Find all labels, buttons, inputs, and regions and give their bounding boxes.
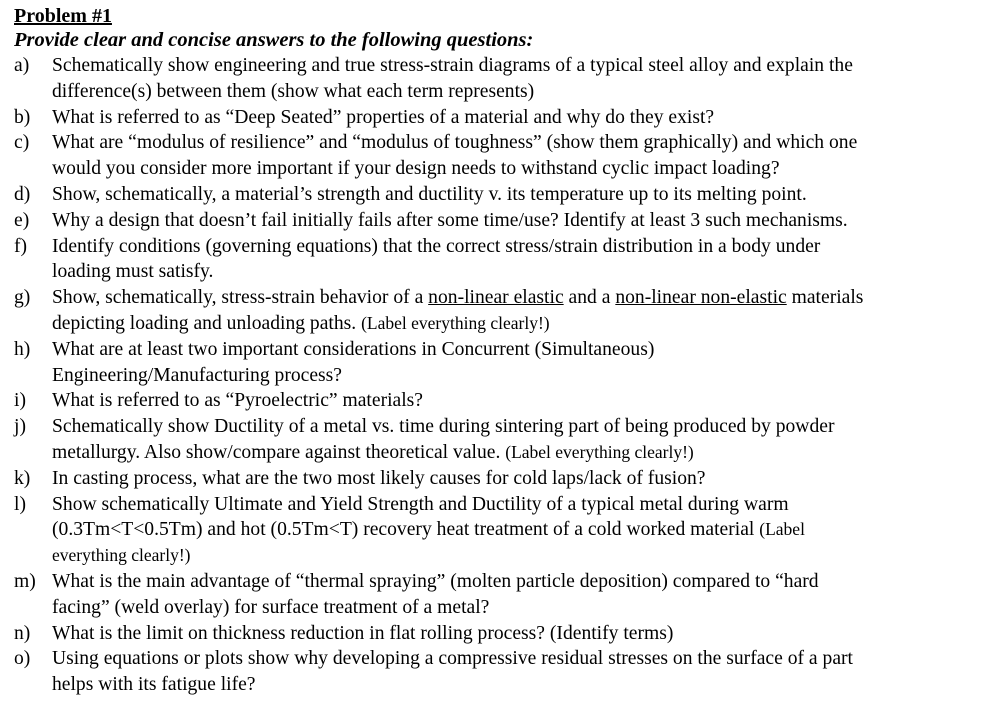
question-g <box>14 285 976 337</box>
question-text: Show, schematically, stress-strain behavior of a <box>52 287 429 309</box>
label-note: everything clearly!) <box>52 545 191 566</box>
question-label: e) <box>14 209 30 231</box>
question-text-line: What is the main advantage of “thermal spraying” (molten particle deposition) compared to “hard <box>52 570 819 592</box>
question-c <box>14 130 976 182</box>
question-text: metallurgy. Also show/compare against theoretical value. <box>52 441 506 463</box>
question-text-line: Why a design that doesn’t fail initially fails after some time/use? Identify at least 3 such mechanisms. <box>52 209 848 231</box>
question-text-line: Schematically show Ductility of a metal vs. time during sintering part of being produced by powder <box>52 416 835 438</box>
question-text-line: Using equations or plots show why developing a compressive residual stresses on the surface of a part <box>52 648 853 670</box>
question-k <box>14 466 976 492</box>
question-label: b) <box>14 106 31 128</box>
question-label: c) <box>14 132 30 154</box>
problem-title: Problem #1 <box>14 5 112 27</box>
question-text: (0.3Tm<T<0.5Tm) and hot (0.5Tm<T) recovery heat treatment of a cold worked material <box>52 519 760 541</box>
question-label: n) <box>14 622 31 644</box>
question-b <box>14 105 976 131</box>
question-label: h) <box>14 338 31 360</box>
question-text-line: helps with its fatigue life? <box>52 674 256 696</box>
question-label: o) <box>14 648 31 670</box>
question-f <box>14 234 976 286</box>
question-text-line: Show schematically Ultimate and Yield Strength and Ductility of a typical metal during warm <box>52 493 789 515</box>
underlined-term: non-linear elastic <box>428 287 564 309</box>
question-label: l) <box>14 493 26 515</box>
question-l <box>14 492 976 569</box>
question-text-line: What is the limit on thickness reduction in flat rolling process? (Identify terms) <box>52 622 674 644</box>
question-h <box>14 337 976 389</box>
question-text-line: facing” (weld overlay) for surface treatment of a metal? <box>52 596 490 618</box>
label-note: (Label everything clearly!) <box>505 441 694 462</box>
question-text: materials <box>786 287 864 309</box>
question-text-line: In casting process, what are the two most likely causes for cold laps/lack of fusion? <box>52 467 706 489</box>
question-text-line: Schematically show engineering and true stress-strain diagrams of a typical steel alloy and explain the <box>52 55 853 76</box>
question-text-line: What are at least two important considerations in Concurrent (Simultaneous) <box>52 338 655 360</box>
question-label: j) <box>14 416 26 438</box>
question-d <box>14 182 976 208</box>
question-n <box>14 621 976 647</box>
question-i <box>14 388 976 414</box>
question-a <box>14 53 976 105</box>
question-label: d) <box>14 183 31 205</box>
question-text: depicting loading and unloading paths. <box>52 312 362 334</box>
question-label: a) <box>14 55 30 76</box>
question-text-line: loading must satisfy. <box>52 261 214 283</box>
question-label: g) <box>14 287 31 309</box>
label-note: (Label <box>759 519 805 540</box>
question-text-line <box>52 285 976 311</box>
question-text-line <box>52 517 976 543</box>
question-label: k) <box>14 467 31 489</box>
question-text-line: Show, schematically, a material’s strength and ductility v. its temperature up to its melting point. <box>52 183 807 205</box>
question-text: and a <box>563 287 616 309</box>
question-label: i) <box>14 390 26 412</box>
question-text-line: What is referred to as “Pyroelectric” materials? <box>52 390 423 412</box>
question-j <box>14 414 976 466</box>
question-o <box>14 646 976 698</box>
question-text-line: difference(s) between them (show what each term represents) <box>52 80 535 102</box>
question-text-line: Identify conditions (governing equations) that the correct stress/strain distribution in a body under <box>52 235 821 257</box>
question-text-line: What are “modulus of resilience” and “modulus of toughness” (show them graphically) and which one <box>52 132 858 154</box>
question-m <box>14 569 976 621</box>
question-text-line: would you consider more important if your design needs to withstand cyclic impact loading? <box>52 158 780 180</box>
underlined-term: non-linear non-elastic <box>615 287 787 309</box>
question-label: f) <box>14 235 28 257</box>
question-e <box>14 208 976 234</box>
question-text-line: What is referred to as “Deep Seated” properties of a material and why do they exist? <box>52 106 715 128</box>
question-text-line: Engineering/Manufacturing process? <box>52 364 342 386</box>
question-text-line <box>52 311 976 337</box>
instructions-subtitle: Provide clear and concise answers to the following questions: <box>14 29 534 51</box>
question-text-line <box>52 440 976 466</box>
label-note: (Label everything clearly!) <box>361 312 550 333</box>
question-label: m) <box>14 570 36 592</box>
